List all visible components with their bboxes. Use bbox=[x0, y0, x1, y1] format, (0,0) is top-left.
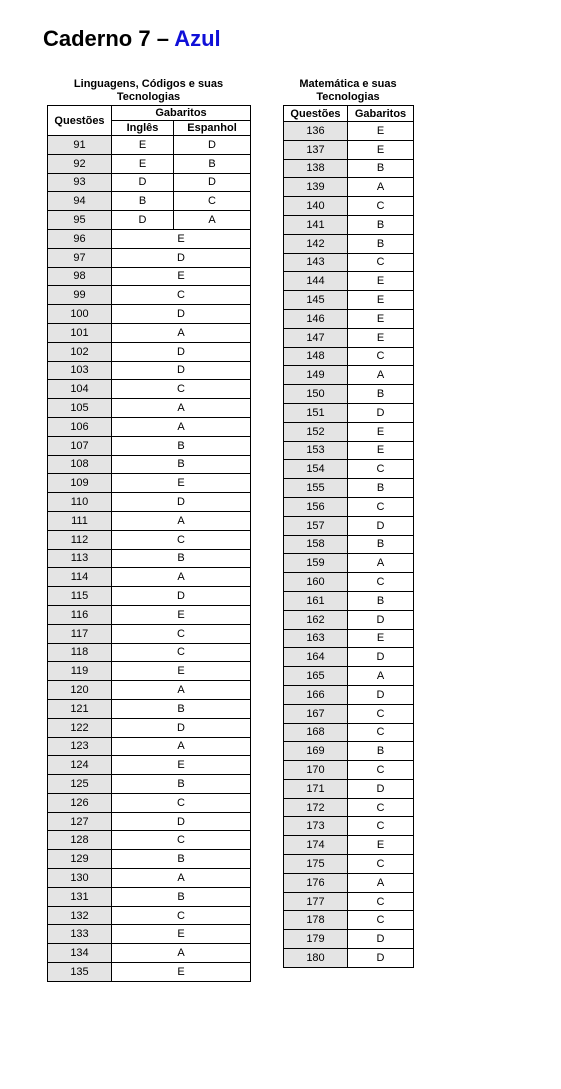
answer: C bbox=[348, 761, 414, 780]
question-number: 145 bbox=[284, 291, 348, 310]
question-number: 137 bbox=[284, 140, 348, 159]
table-row bbox=[48, 455, 251, 474]
question-number: 102 bbox=[48, 342, 112, 361]
table-row bbox=[48, 417, 251, 436]
table-row bbox=[48, 887, 251, 906]
answer: E bbox=[112, 925, 251, 944]
answer: D bbox=[348, 685, 414, 704]
question-number: 162 bbox=[284, 610, 348, 629]
answer: B bbox=[112, 436, 251, 455]
question-number: 140 bbox=[284, 197, 348, 216]
answer: B bbox=[348, 535, 414, 554]
question-number: 143 bbox=[284, 253, 348, 272]
table-row bbox=[48, 436, 251, 455]
question-number: 166 bbox=[284, 685, 348, 704]
answer: C bbox=[348, 497, 414, 516]
question-number: 148 bbox=[284, 347, 348, 366]
table-row bbox=[48, 718, 251, 737]
question-number: 163 bbox=[284, 629, 348, 648]
answer: E bbox=[112, 267, 251, 286]
table-row bbox=[48, 756, 251, 775]
answer: C bbox=[348, 197, 414, 216]
table-row bbox=[284, 535, 414, 554]
question-number: 142 bbox=[284, 234, 348, 253]
answer: D bbox=[112, 718, 251, 737]
question-number: 153 bbox=[284, 441, 348, 460]
question-number: 97 bbox=[48, 248, 112, 267]
question-number: 92 bbox=[48, 154, 112, 173]
table-row bbox=[284, 178, 414, 197]
question-number: 96 bbox=[48, 229, 112, 248]
table-row bbox=[284, 704, 414, 723]
table-row bbox=[284, 460, 414, 479]
answer: E bbox=[348, 291, 414, 310]
question-number: 130 bbox=[48, 869, 112, 888]
answer-espanhol: B bbox=[174, 154, 251, 173]
question-number: 172 bbox=[284, 798, 348, 817]
question-number: 93 bbox=[48, 173, 112, 192]
table-row bbox=[284, 930, 414, 949]
table-row bbox=[284, 629, 414, 648]
question-number: 122 bbox=[48, 718, 112, 737]
answer: C bbox=[112, 643, 251, 662]
table-row bbox=[284, 385, 414, 404]
answer: B bbox=[112, 775, 251, 794]
question-number: 118 bbox=[48, 643, 112, 662]
table-row bbox=[284, 610, 414, 629]
answer: B bbox=[348, 591, 414, 610]
table-row bbox=[48, 323, 251, 342]
table-row bbox=[284, 685, 414, 704]
table-row bbox=[284, 347, 414, 366]
answer: A bbox=[112, 737, 251, 756]
question-number: 98 bbox=[48, 267, 112, 286]
answer: B bbox=[112, 455, 251, 474]
question-number: 110 bbox=[48, 493, 112, 512]
answer: C bbox=[348, 704, 414, 723]
question-number: 179 bbox=[284, 930, 348, 949]
question-number: 119 bbox=[48, 662, 112, 681]
table-row bbox=[284, 911, 414, 930]
answer: E bbox=[112, 756, 251, 775]
header-gabaritos: Gabaritos bbox=[348, 106, 414, 122]
question-number: 139 bbox=[284, 178, 348, 197]
table-row bbox=[48, 737, 251, 756]
question-number: 120 bbox=[48, 681, 112, 700]
answer: B bbox=[348, 159, 414, 178]
table-row bbox=[284, 122, 414, 141]
question-number: 141 bbox=[284, 215, 348, 234]
table-row bbox=[48, 793, 251, 812]
answer: C bbox=[112, 906, 251, 925]
answer: D bbox=[112, 342, 251, 361]
question-number: 165 bbox=[284, 667, 348, 686]
table-row bbox=[48, 549, 251, 568]
question-number: 108 bbox=[48, 455, 112, 474]
question-number: 157 bbox=[284, 516, 348, 535]
answer: C bbox=[348, 460, 414, 479]
answer: B bbox=[112, 549, 251, 568]
answer: B bbox=[348, 215, 414, 234]
answer: B bbox=[348, 479, 414, 498]
table-row bbox=[284, 140, 414, 159]
question-number: 100 bbox=[48, 305, 112, 324]
answer: D bbox=[112, 305, 251, 324]
answer: C bbox=[348, 347, 414, 366]
answer-ingles: E bbox=[112, 154, 174, 173]
answer: B bbox=[112, 887, 251, 906]
question-number: 103 bbox=[48, 361, 112, 380]
table-row bbox=[48, 305, 251, 324]
answer: A bbox=[348, 178, 414, 197]
question-number: 125 bbox=[48, 775, 112, 794]
answer: E bbox=[112, 662, 251, 681]
answer: A bbox=[112, 511, 251, 530]
table-row bbox=[284, 573, 414, 592]
question-number: 176 bbox=[284, 873, 348, 892]
question-number: 111 bbox=[48, 511, 112, 530]
table-row bbox=[48, 605, 251, 624]
table-row bbox=[48, 587, 251, 606]
question-number: 127 bbox=[48, 812, 112, 831]
question-number: 117 bbox=[48, 624, 112, 643]
table-row bbox=[48, 136, 251, 155]
answer: B bbox=[348, 234, 414, 253]
table-row bbox=[48, 925, 251, 944]
table-row bbox=[284, 309, 414, 328]
table-row bbox=[48, 173, 251, 192]
table-row bbox=[284, 441, 414, 460]
answer: A bbox=[112, 944, 251, 963]
answer-ingles: D bbox=[112, 211, 174, 230]
table-row bbox=[48, 474, 251, 493]
question-number: 95 bbox=[48, 211, 112, 230]
question-number: 155 bbox=[284, 479, 348, 498]
answer: D bbox=[112, 248, 251, 267]
table-row bbox=[284, 723, 414, 742]
question-number: 91 bbox=[48, 136, 112, 155]
answer: C bbox=[112, 793, 251, 812]
question-number: 101 bbox=[48, 323, 112, 342]
question-number: 152 bbox=[284, 422, 348, 441]
answer: C bbox=[112, 624, 251, 643]
question-number: 161 bbox=[284, 591, 348, 610]
question-number: 158 bbox=[284, 535, 348, 554]
answer-espanhol: D bbox=[174, 173, 251, 192]
answer: B bbox=[348, 742, 414, 761]
question-number: 107 bbox=[48, 436, 112, 455]
question-number: 99 bbox=[48, 286, 112, 305]
header-ingles: Inglês bbox=[112, 121, 174, 136]
answer: E bbox=[348, 272, 414, 291]
question-number: 134 bbox=[48, 944, 112, 963]
answer: A bbox=[112, 399, 251, 418]
header-questoes: Questões bbox=[48, 106, 112, 136]
table-row bbox=[48, 662, 251, 681]
answer: C bbox=[348, 723, 414, 742]
linguagens-answer-table bbox=[47, 105, 251, 982]
answer: E bbox=[112, 605, 251, 624]
table-row bbox=[48, 699, 251, 718]
answer: D bbox=[348, 516, 414, 535]
answer: D bbox=[348, 648, 414, 667]
question-number: 136 bbox=[284, 122, 348, 141]
table-row bbox=[48, 624, 251, 643]
answer: D bbox=[348, 949, 414, 968]
question-number: 121 bbox=[48, 699, 112, 718]
table-row bbox=[48, 812, 251, 831]
question-number: 113 bbox=[48, 549, 112, 568]
answer-espanhol: D bbox=[174, 136, 251, 155]
table-row bbox=[284, 328, 414, 347]
question-number: 164 bbox=[284, 648, 348, 667]
answer: C bbox=[348, 817, 414, 836]
question-number: 138 bbox=[284, 159, 348, 178]
table-row bbox=[48, 568, 251, 587]
table-row bbox=[48, 944, 251, 963]
question-number: 151 bbox=[284, 403, 348, 422]
table-row bbox=[284, 234, 414, 253]
answer: A bbox=[348, 554, 414, 573]
answer: D bbox=[112, 361, 251, 380]
table-row bbox=[284, 648, 414, 667]
answer: A bbox=[348, 873, 414, 892]
table-row bbox=[48, 342, 251, 361]
question-number: 177 bbox=[284, 892, 348, 911]
answer: E bbox=[348, 140, 414, 159]
answer-ingles: B bbox=[112, 192, 174, 211]
question-number: 173 bbox=[284, 817, 348, 836]
question-number: 170 bbox=[284, 761, 348, 780]
table-row bbox=[48, 511, 251, 530]
table-row bbox=[284, 591, 414, 610]
table-row bbox=[48, 963, 251, 982]
question-number: 112 bbox=[48, 530, 112, 549]
table-row bbox=[48, 267, 251, 286]
answer: D bbox=[112, 812, 251, 831]
question-number: 150 bbox=[284, 385, 348, 404]
table-row bbox=[284, 855, 414, 874]
question-number: 133 bbox=[48, 925, 112, 944]
table-row bbox=[284, 272, 414, 291]
question-number: 180 bbox=[284, 949, 348, 968]
table-row bbox=[284, 798, 414, 817]
answer: C bbox=[348, 911, 414, 930]
table-row bbox=[48, 154, 251, 173]
table-row bbox=[284, 836, 414, 855]
answer: E bbox=[348, 328, 414, 347]
table-row bbox=[284, 779, 414, 798]
right-table-caption: Matemática e suas Tecnologias bbox=[299, 78, 397, 103]
question-number: 169 bbox=[284, 742, 348, 761]
header-gabaritos: Gabaritos bbox=[112, 106, 251, 121]
title-prefix: Caderno 7 – bbox=[43, 26, 175, 51]
table-row bbox=[48, 361, 251, 380]
question-number: 178 bbox=[284, 911, 348, 930]
header-questoes: Questões bbox=[284, 106, 348, 122]
table-row bbox=[48, 229, 251, 248]
answer: D bbox=[348, 779, 414, 798]
table-row bbox=[284, 554, 414, 573]
answer: C bbox=[348, 253, 414, 272]
answer: A bbox=[112, 323, 251, 342]
answer: E bbox=[348, 836, 414, 855]
question-number: 147 bbox=[284, 328, 348, 347]
table-row bbox=[284, 215, 414, 234]
question-number: 175 bbox=[284, 855, 348, 874]
answer: E bbox=[112, 474, 251, 493]
question-number: 115 bbox=[48, 587, 112, 606]
question-number: 116 bbox=[48, 605, 112, 624]
question-number: 159 bbox=[284, 554, 348, 573]
answer: E bbox=[348, 122, 414, 141]
table-row bbox=[48, 831, 251, 850]
table-row bbox=[48, 192, 251, 211]
answer: A bbox=[112, 681, 251, 700]
table-row bbox=[284, 817, 414, 836]
table-row bbox=[48, 775, 251, 794]
table-row bbox=[284, 873, 414, 892]
answer-ingles: D bbox=[112, 173, 174, 192]
table-row bbox=[284, 253, 414, 272]
table-row bbox=[48, 681, 251, 700]
question-number: 124 bbox=[48, 756, 112, 775]
question-number: 171 bbox=[284, 779, 348, 798]
answer: A bbox=[112, 869, 251, 888]
table-row bbox=[48, 906, 251, 925]
answer: C bbox=[112, 380, 251, 399]
answer: D bbox=[348, 610, 414, 629]
question-number: 168 bbox=[284, 723, 348, 742]
question-number: 149 bbox=[284, 366, 348, 385]
question-number: 106 bbox=[48, 417, 112, 436]
answer-espanhol: C bbox=[174, 192, 251, 211]
table-row bbox=[284, 403, 414, 422]
answer: E bbox=[348, 422, 414, 441]
table-row bbox=[48, 850, 251, 869]
question-number: 154 bbox=[284, 460, 348, 479]
table-row bbox=[284, 497, 414, 516]
table-row bbox=[48, 530, 251, 549]
table-row bbox=[48, 248, 251, 267]
header-espanhol: Espanhol bbox=[174, 121, 251, 136]
table-row bbox=[284, 197, 414, 216]
question-number: 126 bbox=[48, 793, 112, 812]
table-row bbox=[284, 159, 414, 178]
table-row bbox=[48, 399, 251, 418]
answer: E bbox=[348, 309, 414, 328]
answer: D bbox=[112, 587, 251, 606]
question-number: 144 bbox=[284, 272, 348, 291]
table-row bbox=[284, 291, 414, 310]
title-accent: Azul bbox=[174, 26, 221, 51]
question-number: 114 bbox=[48, 568, 112, 587]
answer: B bbox=[112, 850, 251, 869]
answer: D bbox=[112, 493, 251, 512]
question-number: 174 bbox=[284, 836, 348, 855]
table-row bbox=[284, 892, 414, 911]
answer: E bbox=[112, 229, 251, 248]
answer: C bbox=[348, 798, 414, 817]
table-row bbox=[284, 761, 414, 780]
question-number: 128 bbox=[48, 831, 112, 850]
question-number: 131 bbox=[48, 887, 112, 906]
answer: E bbox=[348, 629, 414, 648]
question-number: 146 bbox=[284, 309, 348, 328]
table-row bbox=[284, 742, 414, 761]
table-row bbox=[48, 286, 251, 305]
question-number: 135 bbox=[48, 963, 112, 982]
answer: A bbox=[348, 667, 414, 686]
answer-ingles: E bbox=[112, 136, 174, 155]
answer: C bbox=[112, 831, 251, 850]
answer: E bbox=[112, 963, 251, 982]
table-row bbox=[48, 211, 251, 230]
question-number: 156 bbox=[284, 497, 348, 516]
question-number: 160 bbox=[284, 573, 348, 592]
answer: C bbox=[112, 530, 251, 549]
question-number: 105 bbox=[48, 399, 112, 418]
left-table-caption: Linguagens, Códigos e suas Tecnologias bbox=[73, 78, 224, 103]
answer: B bbox=[112, 699, 251, 718]
answer: A bbox=[112, 568, 251, 587]
answer: C bbox=[348, 573, 414, 592]
answer: C bbox=[348, 855, 414, 874]
answer-espanhol: A bbox=[174, 211, 251, 230]
answer: C bbox=[348, 892, 414, 911]
answer: A bbox=[348, 366, 414, 385]
answer: D bbox=[348, 403, 414, 422]
table-row bbox=[284, 366, 414, 385]
question-number: 123 bbox=[48, 737, 112, 756]
table-row bbox=[284, 516, 414, 535]
answer: B bbox=[348, 385, 414, 404]
question-number: 94 bbox=[48, 192, 112, 211]
table-row bbox=[48, 869, 251, 888]
table-row bbox=[48, 643, 251, 662]
table-row bbox=[284, 667, 414, 686]
question-number: 132 bbox=[48, 906, 112, 925]
question-number: 129 bbox=[48, 850, 112, 869]
question-number: 104 bbox=[48, 380, 112, 399]
answer: D bbox=[348, 930, 414, 949]
question-number: 167 bbox=[284, 704, 348, 723]
matematica-answer-table bbox=[283, 105, 414, 968]
answer: A bbox=[112, 417, 251, 436]
page-title bbox=[43, 26, 221, 52]
answer: C bbox=[112, 286, 251, 305]
table-row bbox=[48, 380, 251, 399]
table-row bbox=[284, 949, 414, 968]
table-row bbox=[284, 422, 414, 441]
question-number: 109 bbox=[48, 474, 112, 493]
answer: E bbox=[348, 441, 414, 460]
table-row bbox=[284, 479, 414, 498]
table-row bbox=[48, 493, 251, 512]
